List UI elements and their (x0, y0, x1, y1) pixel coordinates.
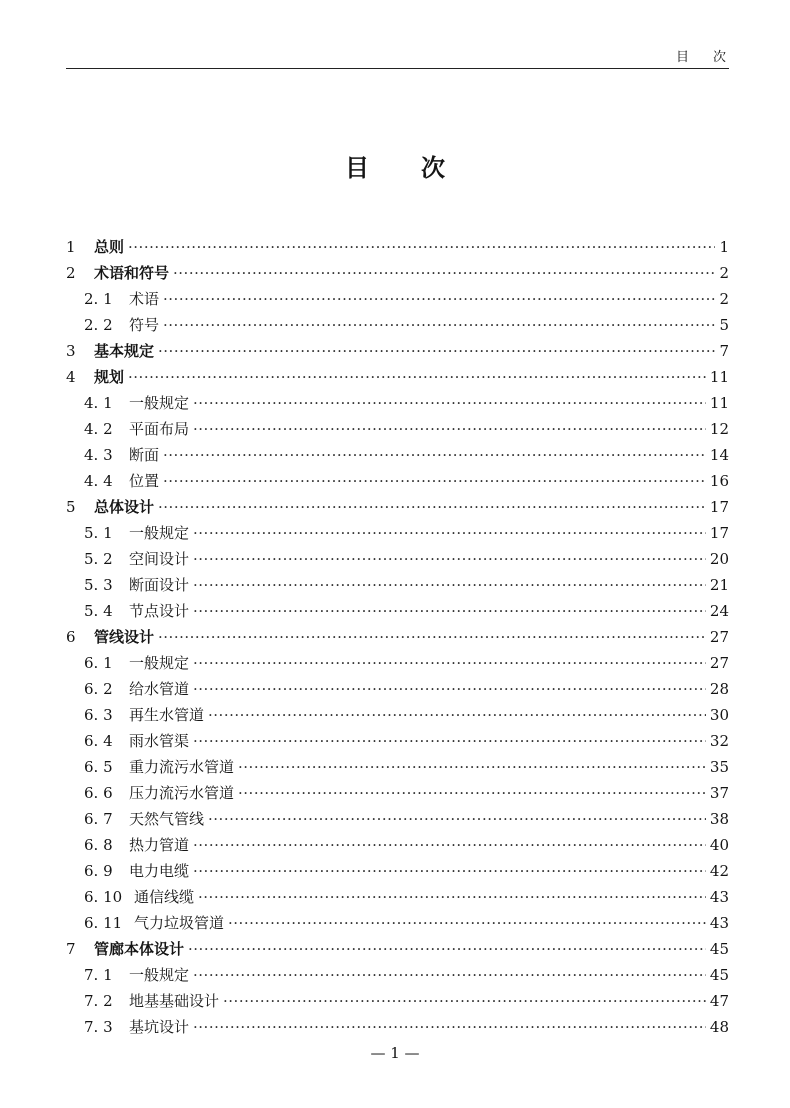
page-number: — 1 — (370, 1044, 420, 1062)
toc-entry-number: 5 (66, 498, 76, 516)
toc-entry-page: 32 (709, 732, 729, 750)
running-head-char: 次 (712, 50, 728, 65)
toc-entry (66, 884, 729, 910)
toc-leader-dots (238, 754, 706, 780)
toc-entry (66, 234, 729, 260)
toc-entry-page: 38 (709, 810, 729, 828)
toc-entry-title: 地基基础设计 (129, 992, 220, 1010)
toc-entry (66, 676, 729, 702)
toc-entry-title: 管线设计 (94, 628, 155, 646)
toc-entry-number: 6 (66, 628, 76, 646)
toc-entry-title: 节点设计 (129, 602, 190, 620)
toc-leader-dots (193, 962, 706, 988)
toc-entry-page: 27 (709, 628, 729, 646)
toc-entry-title: 术语 (129, 290, 160, 308)
toc-leader-dots (158, 624, 706, 650)
toc-leader-dots (228, 910, 706, 936)
toc-entry-title: 平面布局 (129, 420, 190, 438)
toc-entry-number: 5. 3 (84, 576, 113, 594)
toc-entry-number: 6. 3 (84, 706, 113, 724)
toc-entry-page: 45 (709, 940, 729, 958)
toc-entry-number: 2. 1 (84, 290, 113, 308)
toc-entry-page: 11 (709, 394, 729, 412)
toc-leader-dots (208, 702, 706, 728)
toc-leader-dots (193, 650, 706, 676)
toc-entry-title: 总则 (94, 238, 125, 256)
toc-entry-title: 热力管道 (129, 836, 190, 854)
toc-leader-dots (193, 390, 706, 416)
toc-entry-number: 1 (66, 238, 76, 256)
toc-entry-number: 7. 3 (84, 1018, 113, 1036)
toc-entry (66, 312, 729, 338)
toc-entry (66, 936, 729, 962)
toc-leader-dots (173, 260, 715, 286)
toc-entry-page: 40 (709, 836, 729, 854)
toc-entry-title: 天然气管线 (129, 810, 205, 828)
toc-entry-number: 6. 5 (84, 758, 113, 776)
toc-entry-page: 37 (709, 784, 729, 802)
toc-leader-dots (188, 936, 706, 962)
toc-entry (66, 494, 729, 520)
toc-entry-number: 6. 6 (84, 784, 113, 802)
toc-entry-title: 管廊本体设计 (94, 940, 185, 958)
toc-entry-title: 断面 (129, 446, 160, 464)
toc-leader-dots (198, 884, 706, 910)
toc-leader-dots (128, 234, 715, 260)
header-rule (66, 68, 729, 69)
toc-leader-dots (193, 728, 706, 754)
toc-entry-title: 空间设计 (129, 550, 190, 568)
toc-entry (66, 546, 729, 572)
toc-entry (66, 364, 729, 390)
toc-entry-number: 2 (66, 264, 76, 282)
toc-entry-number: 6. 11 (84, 914, 123, 932)
toc-entry-page: 35 (709, 758, 729, 776)
toc-entry-title: 一般规定 (129, 966, 190, 984)
toc-leader-dots (193, 676, 706, 702)
toc-entry-page: 5 (719, 316, 729, 334)
toc-entry (66, 754, 729, 780)
toc-entry (66, 260, 729, 286)
toc-entry (66, 1014, 729, 1040)
toc-entry-title: 断面设计 (129, 576, 190, 594)
toc-entry (66, 338, 729, 364)
toc-entry-page: 48 (709, 1018, 729, 1036)
toc-leader-dots (193, 598, 706, 624)
toc-leader-dots (193, 416, 706, 442)
toc-entry-page: 45 (709, 966, 729, 984)
toc-entry-title: 规划 (94, 368, 125, 386)
toc-entry-number: 6. 10 (84, 888, 123, 906)
toc-leader-dots (193, 546, 706, 572)
toc-entry (66, 598, 729, 624)
toc-entry-page: 7 (719, 342, 729, 360)
toc-entry (66, 780, 729, 806)
toc-entry-title: 总体设计 (94, 498, 155, 516)
toc-entry-number: 5. 1 (84, 524, 113, 542)
toc-leader-dots (158, 338, 715, 364)
toc-leader-dots (193, 858, 706, 884)
toc-entry-page: 42 (709, 862, 729, 880)
toc-entry-number: 6. 7 (84, 810, 113, 828)
toc-entry-page: 24 (709, 602, 729, 620)
toc-entry-title: 一般规定 (129, 654, 190, 672)
toc-leader-dots (163, 286, 715, 312)
toc-entry (66, 286, 729, 312)
page-title (0, 148, 790, 183)
toc-entry-page: 27 (709, 654, 729, 672)
toc-entry-title: 电力电缆 (129, 862, 190, 880)
toc-entry-number: 5. 4 (84, 602, 113, 620)
toc-entry (66, 806, 729, 832)
toc-entry (66, 728, 729, 754)
toc-entry (66, 988, 729, 1014)
toc-entry-page: 43 (709, 888, 729, 906)
toc-entry-page: 11 (709, 368, 729, 386)
toc-entry (66, 624, 729, 650)
toc-entry-number: 6. 8 (84, 836, 113, 854)
toc-leader-dots (193, 832, 706, 858)
toc-entry-title: 再生水管道 (129, 706, 205, 724)
toc-leader-dots (163, 468, 706, 494)
toc-entry-page: 47 (709, 992, 729, 1010)
toc-entry-page: 12 (709, 420, 729, 438)
table-of-contents (66, 234, 729, 1040)
toc-entry-number: 4. 2 (84, 420, 113, 438)
toc-entry-title: 压力流污水管道 (129, 784, 235, 802)
toc-entry-number: 7. 2 (84, 992, 113, 1010)
toc-leader-dots (193, 572, 706, 598)
toc-entry-title: 符号 (129, 316, 160, 334)
toc-entry-title: 术语和符号 (94, 264, 170, 282)
toc-entry-number: 4. 1 (84, 394, 113, 412)
toc-leader-dots (193, 520, 706, 546)
toc-leader-dots (128, 364, 706, 390)
toc-entry (66, 520, 729, 546)
toc-entry-title: 一般规定 (129, 524, 190, 542)
toc-leader-dots (238, 780, 706, 806)
toc-entry-page: 17 (709, 524, 729, 542)
toc-entry-number: 4. 4 (84, 472, 113, 490)
toc-entry-page: 2 (719, 264, 729, 282)
toc-entry-title: 位置 (129, 472, 160, 490)
toc-leader-dots (158, 494, 706, 520)
toc-leader-dots (163, 442, 706, 468)
toc-entry-page: 1 (719, 238, 729, 256)
toc-entry-page: 17 (709, 498, 729, 516)
toc-entry-number: 4. 3 (84, 446, 113, 464)
toc-entry-title: 雨水管渠 (129, 732, 190, 750)
toc-entry (66, 572, 729, 598)
toc-entry-number: 2. 2 (84, 316, 113, 334)
page-title-char: 次 (421, 154, 445, 182)
toc-entry (66, 832, 729, 858)
toc-entry (66, 702, 729, 728)
toc-entry-number: 6. 4 (84, 732, 113, 750)
toc-entry-title: 一般规定 (129, 394, 190, 412)
toc-entry (66, 390, 729, 416)
toc-entry-page: 20 (709, 550, 729, 568)
running-head-char: 目 (675, 50, 691, 65)
toc-entry-title: 给水管道 (129, 680, 190, 698)
running-head (676, 46, 728, 65)
toc-entry-number: 6. 9 (84, 862, 113, 880)
toc-entry-number: 6. 2 (84, 680, 113, 698)
toc-entry-number: 7 (66, 940, 76, 958)
toc-leader-dots (163, 312, 715, 338)
toc-entry-number: 7. 1 (84, 966, 113, 984)
toc-entry-title: 通信线缆 (134, 888, 195, 906)
toc-entry-page: 30 (709, 706, 729, 724)
toc-entry-title: 重力流污水管道 (129, 758, 235, 776)
toc-entry-page: 43 (709, 914, 729, 932)
toc-leader-dots (223, 988, 706, 1014)
toc-entry (66, 910, 729, 936)
toc-leader-dots (193, 1014, 706, 1040)
toc-entry-number: 5. 2 (84, 550, 113, 568)
toc-entry-title: 气力垃圾管道 (134, 914, 225, 932)
toc-entry-title: 基本规定 (94, 342, 155, 360)
toc-entry-page: 28 (709, 680, 729, 698)
toc-entry-number: 6. 1 (84, 654, 113, 672)
toc-leader-dots (208, 806, 706, 832)
toc-entry-number: 4 (66, 368, 76, 386)
toc-entry-page: 2 (719, 290, 729, 308)
toc-entry (66, 416, 729, 442)
toc-entry (66, 650, 729, 676)
toc-entry-title: 基坑设计 (129, 1018, 190, 1036)
page-title-char: 目 (345, 154, 369, 182)
toc-entry (66, 962, 729, 988)
toc-entry-page: 21 (709, 576, 729, 594)
toc-entry (66, 468, 729, 494)
toc-entry-number: 3 (66, 342, 76, 360)
toc-entry-page: 14 (709, 446, 729, 464)
toc-entry-page: 16 (709, 472, 729, 490)
toc-entry (66, 442, 729, 468)
toc-entry (66, 858, 729, 884)
